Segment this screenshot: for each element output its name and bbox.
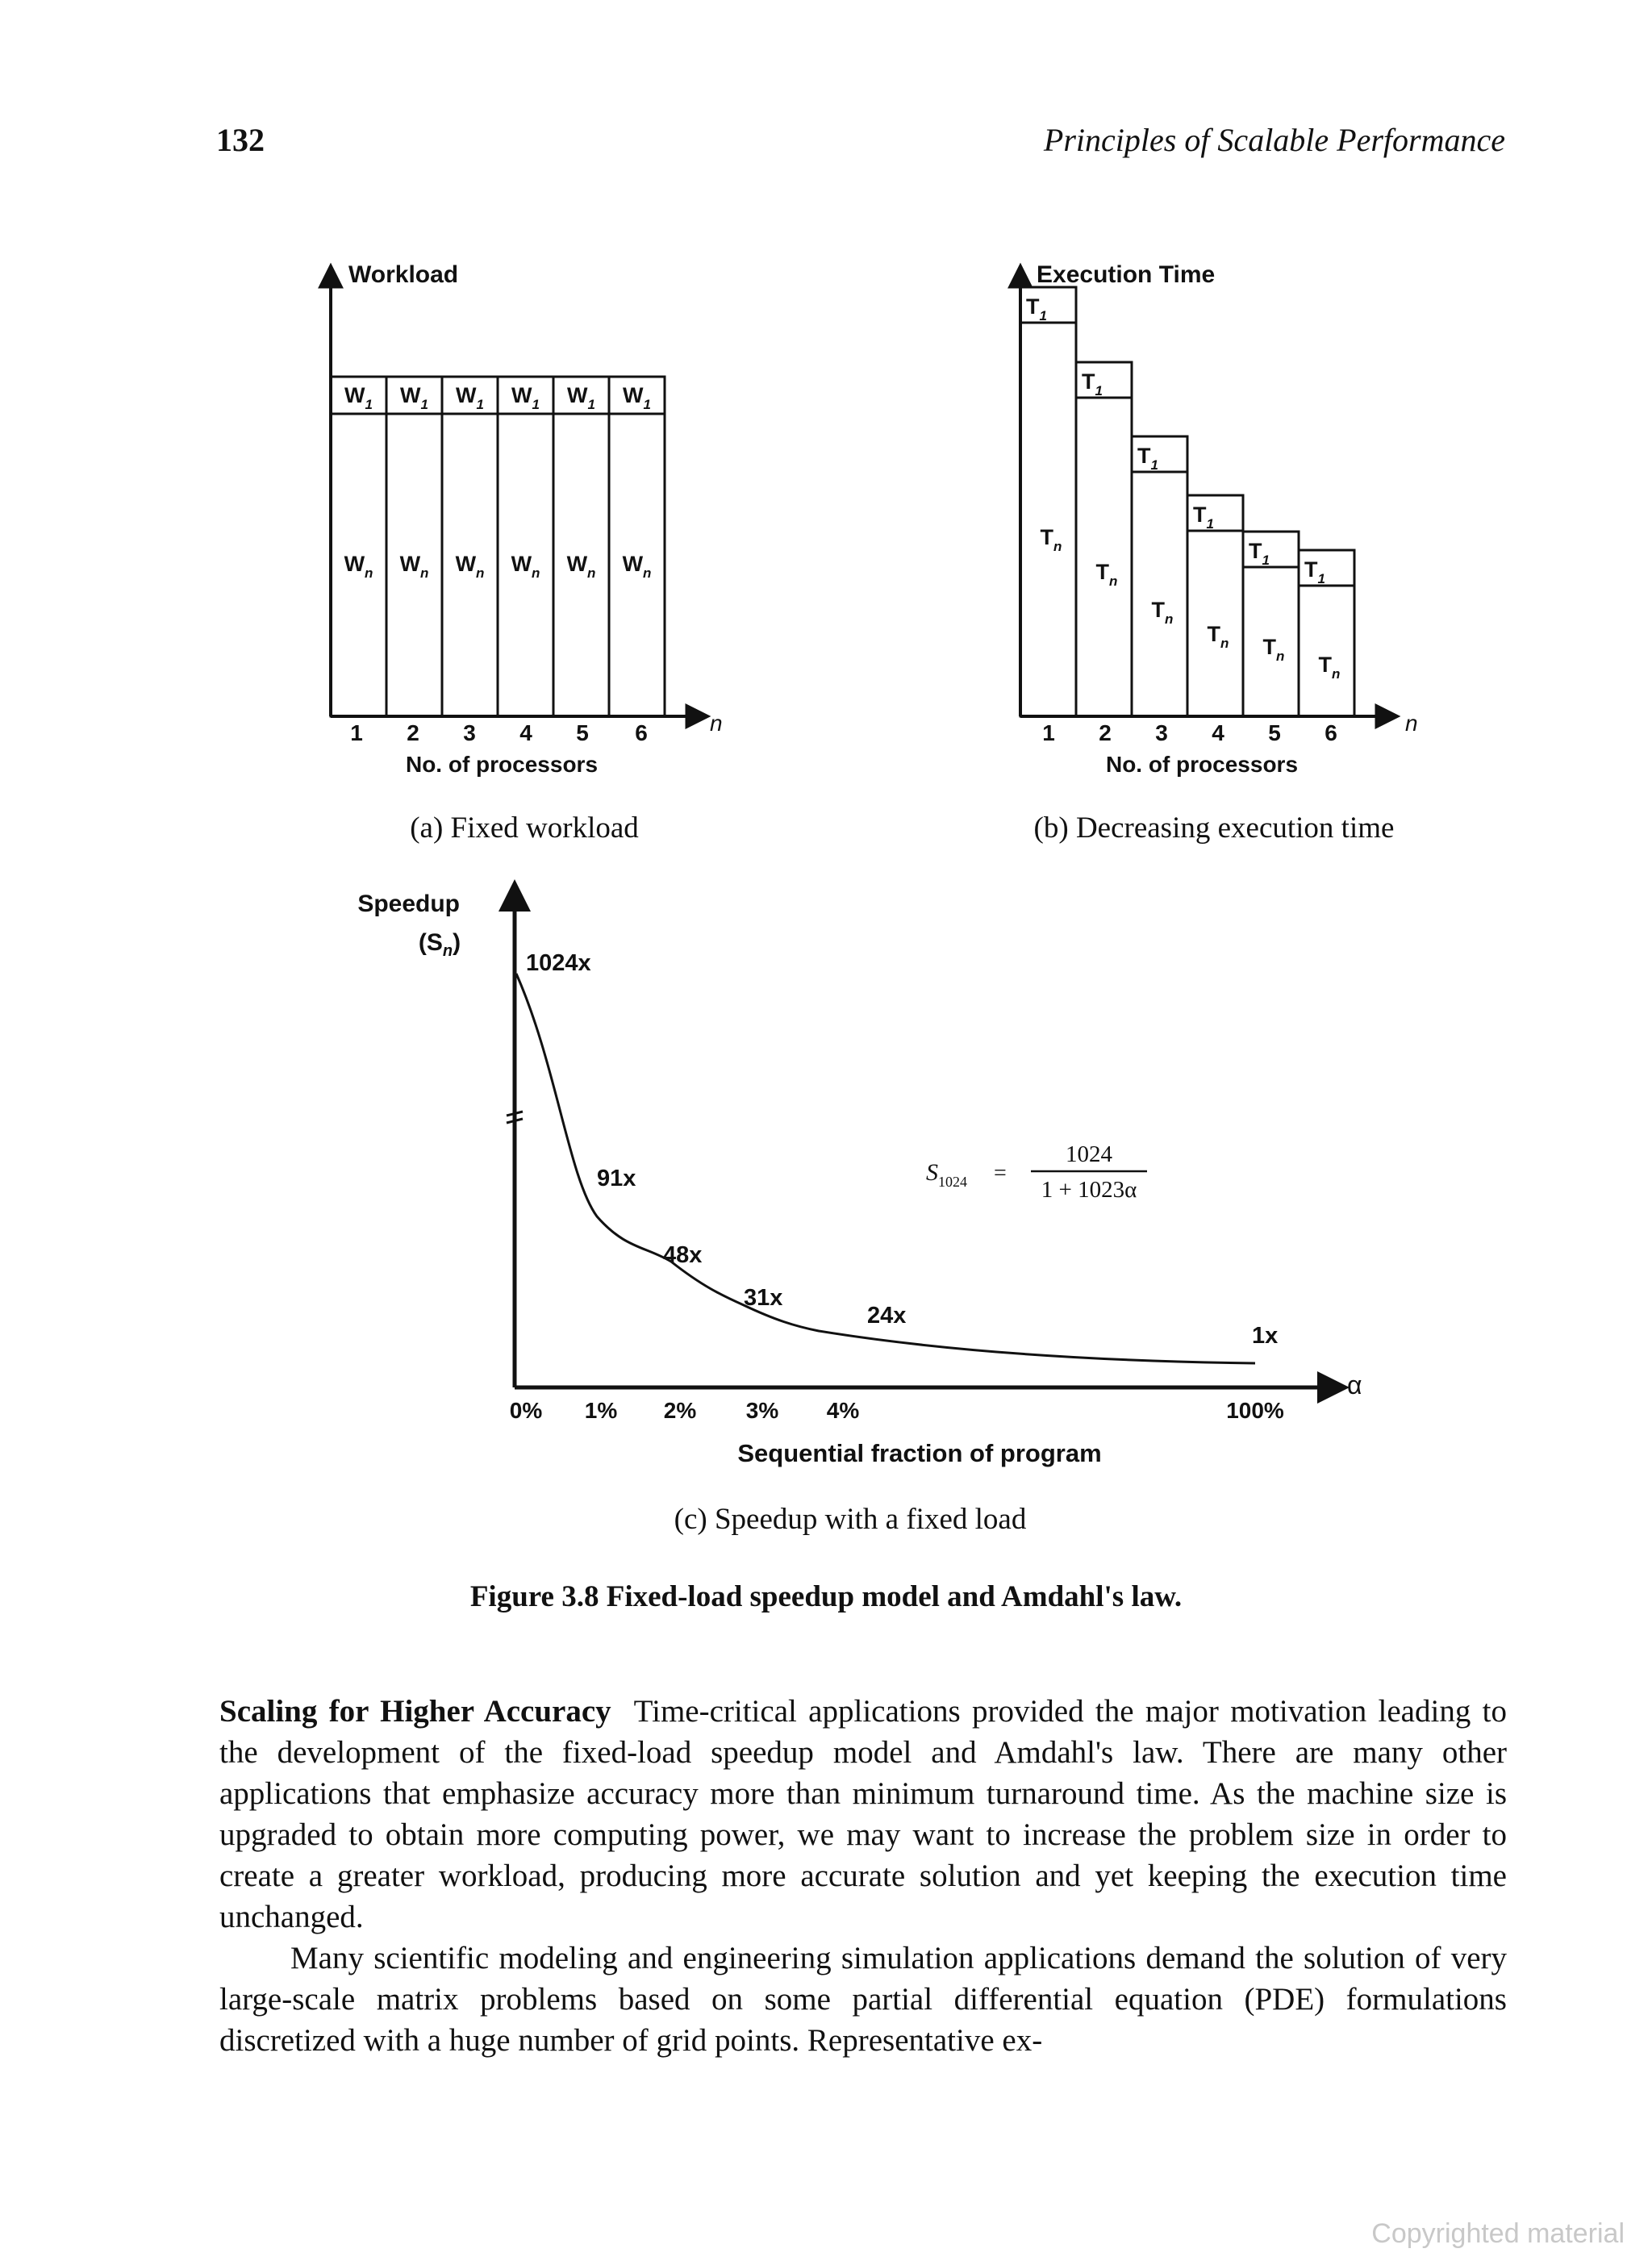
workload-w1-label: $W_1$: [623, 383, 651, 412]
copyright-watermark: Copyrighted material: [1371, 2218, 1625, 2249]
panel-a-x-tick-2: 2: [407, 720, 419, 745]
figure-caption: Figure 3.8 Fixed-load speedup model and Amdahl's law.: [469, 1580, 1183, 1613]
workload-w1-label: $W_1$: [456, 383, 484, 412]
workload-wn-label: $W_n$: [344, 552, 373, 581]
speedup-label-24x: 24x: [867, 1303, 907, 1329]
panel-c-x-axis-label: Sequential fraction of program: [737, 1439, 1102, 1467]
workload-column: [498, 377, 553, 716]
panel-c-x-axis-symbol: α: [1347, 1370, 1362, 1400]
panel-a-caption: (a) Fixed workload: [410, 811, 639, 845]
time-t1-label: $T_1$: [1082, 369, 1103, 398]
panel-c-x-tick-4: 3%: [745, 1398, 779, 1423]
time-column-tn: [1132, 472, 1187, 716]
workload-column: [609, 377, 665, 716]
time-column-tn: [1020, 323, 1076, 716]
workload-wn-label: $W_n$: [455, 552, 485, 581]
time-t1-label: $T_1$: [1193, 503, 1214, 532]
panel-a-fixed-workload: [331, 261, 723, 777]
panel-a-x-tick-6: 6: [635, 720, 648, 745]
workload-column: [553, 377, 609, 716]
time-t1-label: $T_1$: [1026, 294, 1047, 323]
workload-w1-label: $W_1$: [567, 383, 595, 412]
body-text: [219, 1691, 1507, 2061]
panel-a-x-tick-5: 5: [576, 720, 589, 745]
time-tn-label: $T_n$: [1095, 560, 1118, 589]
running-title: Principles of Scalable Performance: [1043, 122, 1505, 158]
time-column-tn: [1076, 398, 1132, 716]
panel-b-x-tick-6: 6: [1325, 720, 1337, 745]
workload-wn-label: $W_n$: [622, 552, 652, 581]
time-tn-label: $T_n$: [1151, 598, 1174, 627]
page-number: 132: [216, 122, 265, 158]
paragraph-2: Many scientific modeling and engineering simulation applications demand the solution of very large-scale matrix problems based on some partial differential equation (PDE) formulations discretized with a huge number of grid points. Representative ex-: [219, 1941, 1507, 2058]
panel-b-x-axis-symbol: n: [1405, 711, 1418, 736]
panel-b-decreasing-execution-time: [1020, 261, 1418, 777]
speedup-label-31x: 31x: [744, 1285, 783, 1311]
panel-c-x-tick-5: 4%: [826, 1398, 860, 1423]
formula-denominator: 1 + 1023α: [1041, 1177, 1137, 1203]
panel-a-y-axis-label: Workload: [348, 261, 459, 288]
workload-column: [442, 377, 498, 716]
panel-b-x-tick-5: 5: [1268, 720, 1281, 745]
time-tn-label: $T_n$: [1040, 525, 1062, 554]
panel-c-x-tick-1: 0%: [509, 1398, 543, 1423]
run-in-heading: Scaling for Higher Accuracy: [219, 1694, 611, 1729]
panel-b-x-axis-label: No. of processors: [1105, 752, 1299, 777]
panel-b-x-tick-1: 1: [1042, 720, 1055, 745]
panel-a-x-axis-symbol: n: [710, 711, 723, 736]
time-t1-label: $T_1$: [1249, 539, 1270, 568]
panel-a-x-tick-4: 4: [519, 720, 532, 745]
workload-w1-label: $W_1$: [344, 383, 373, 412]
workload-wn-label: $W_n$: [399, 552, 429, 581]
time-column-tn: [1299, 586, 1354, 716]
panel-c-y-axis-symbol: $(S_n)$: [418, 929, 461, 960]
panel-c-y-axis-label: Speedup: [357, 891, 460, 917]
panel-c-x-tick-3: 2%: [663, 1398, 697, 1423]
time-tn-label: $T_n$: [1262, 635, 1285, 664]
time-tn-label: $T_n$: [1318, 653, 1341, 682]
panel-b-x-tick-3: 3: [1155, 720, 1168, 745]
time-tn-label: $T_n$: [1207, 622, 1229, 651]
speedup-label-1x: 1x: [1252, 1323, 1279, 1349]
panel-a-x-tick-3: 3: [463, 720, 476, 745]
panel-b-x-tick-4: 4: [1212, 720, 1224, 745]
speedup-label-1024x: 1024x: [526, 950, 591, 976]
panel-b-y-axis-label: Execution Time: [1037, 261, 1216, 288]
panel-c-caption: (c) Speedup with a fixed load: [674, 1503, 1027, 1536]
time-t1-label: $T_1$: [1304, 557, 1325, 586]
formula-equals: =: [994, 1161, 1007, 1186]
panel-a-x-axis-label: No. of processors: [405, 752, 599, 777]
paragraph-1: [219, 1691, 1507, 1938]
workload-column: [386, 377, 442, 716]
panel-c-x-tick-6: 100%: [1226, 1398, 1284, 1423]
panel-a-x-tick-1: 1: [350, 720, 363, 745]
panel-c-x-tick-2: 1%: [584, 1398, 618, 1423]
formula-lhs: $S_{1024}$: [926, 1159, 967, 1190]
speedup-label-48x: 48x: [663, 1242, 703, 1268]
workload-wn-label: $W_n$: [511, 552, 540, 581]
paragraph-1-text: Time-critical applications provided the major motivation leading to the development of the fixed-load speedup model and Amdahl's law. There are many other applications that emphasize accuracy more than minimum turnaround time. As the machine size is upgraded to obtain more computing power, we may want to increase the problem size in order to create a greater workload, producing more accurate solution and yet keeping the execution time unchanged.: [219, 1694, 1507, 1934]
workload-wn-label: $W_n$: [566, 552, 596, 581]
panel-b-caption: (b) Decreasing execution time: [1033, 811, 1395, 845]
panel-c-speedup-chart: [357, 886, 1362, 1467]
workload-column: [331, 377, 386, 716]
speedup-label-91x: 91x: [597, 1166, 636, 1191]
workload-w1-label: $W_1$: [400, 383, 428, 412]
formula-numerator: 1024: [1066, 1141, 1112, 1167]
speedup-formula: [926, 1141, 1147, 1203]
panel-b-x-tick-2: 2: [1099, 720, 1112, 745]
workload-w1-label: $W_1$: [511, 383, 540, 412]
time-t1-label: $T_1$: [1137, 444, 1158, 473]
